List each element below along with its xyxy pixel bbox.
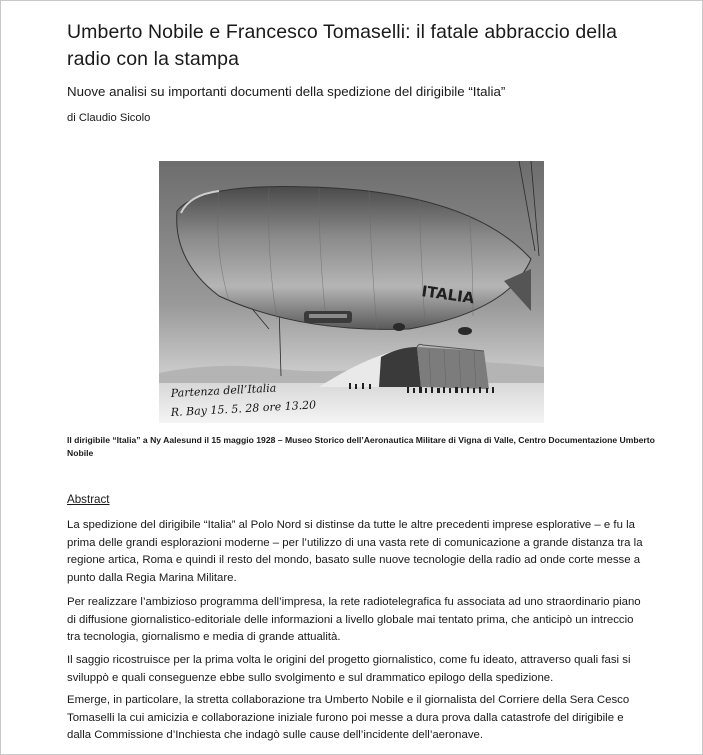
article-byline: di Claudio Sicolo — [67, 112, 151, 124]
abstract-paragraph: La spedizione del dirigibile “Italia” al Polo Nord si distinse da tutte le altre precedenti imprese esplorative – e fu la prima delle grandi esplorazioni moderne – per l’utilizzo di una vasta rete di comunicazione a grande distanza tra la regione artica, Roma e quindi il resto del mondo, basato sulle nuove tecnologie della radio ad onde corte messe a punto dalla Regia Marina Militare. — [67, 519, 643, 584]
figure-caption: Il dirigibile “Italia” a Ny Aalesund il 15 maggio 1928 – Museo Storico dell’Aeronautica Militare di Vigna di Valle, Centro Documentazione Umberto Nobile — [67, 435, 655, 458]
inscription-line-2: R. Bay 15. 5. 28 ore 13.20 — [170, 398, 317, 419]
article-title: Umberto Nobile e Francesco Tomaselli: il fatale abbraccio della radio con la stampa — [67, 21, 618, 70]
airship-photo — [159, 161, 544, 423]
airship-photo-illustration — [159, 161, 544, 423]
hangar — [379, 344, 489, 389]
abstract-paragraph: Per realizzare l’ambizioso programma dell’impresa, la rete radiotelegrafica fu associata ad uno straordinario piano di diffusione giornalistico-editoriale delle informazioni a livello globale mai tentato prima, che anticipò un intreccio tra tecnologia, giornalismo e media di grande attualità. — [67, 596, 641, 644]
abstract-paragraph: Emerge, in particolare, la stretta collaborazione tra Umberto Nobile e il giornalista del Corriere della Sera Cesco Tomaselli la cui amicizia e collaborazione iniziale furono poi messe a dura prova dalla catastrofe del dirigibile e dalla Commissione d’Inchiesta che indagò sulle cause dell’incidente dell’aeronave. — [67, 694, 630, 742]
abstract-heading: Abstract — [67, 493, 110, 506]
airship-lettering: ITALIA — [420, 282, 476, 308]
inscription-line-1: Partenza dell’Italia — [170, 381, 277, 400]
article-subtitle: Nuove analisi su importanti documenti della spedizione del dirigibile “Italia” — [67, 84, 506, 99]
abstract-paragraph: Il saggio ricostruisce per la prima volta le origini del progetto giornalistico, come fu ideato, attraverso quali fasi si sviluppò e quali conseguenze ebbe sullo svolgimento e sul drammatico epilogo della spedizione. — [67, 654, 631, 684]
